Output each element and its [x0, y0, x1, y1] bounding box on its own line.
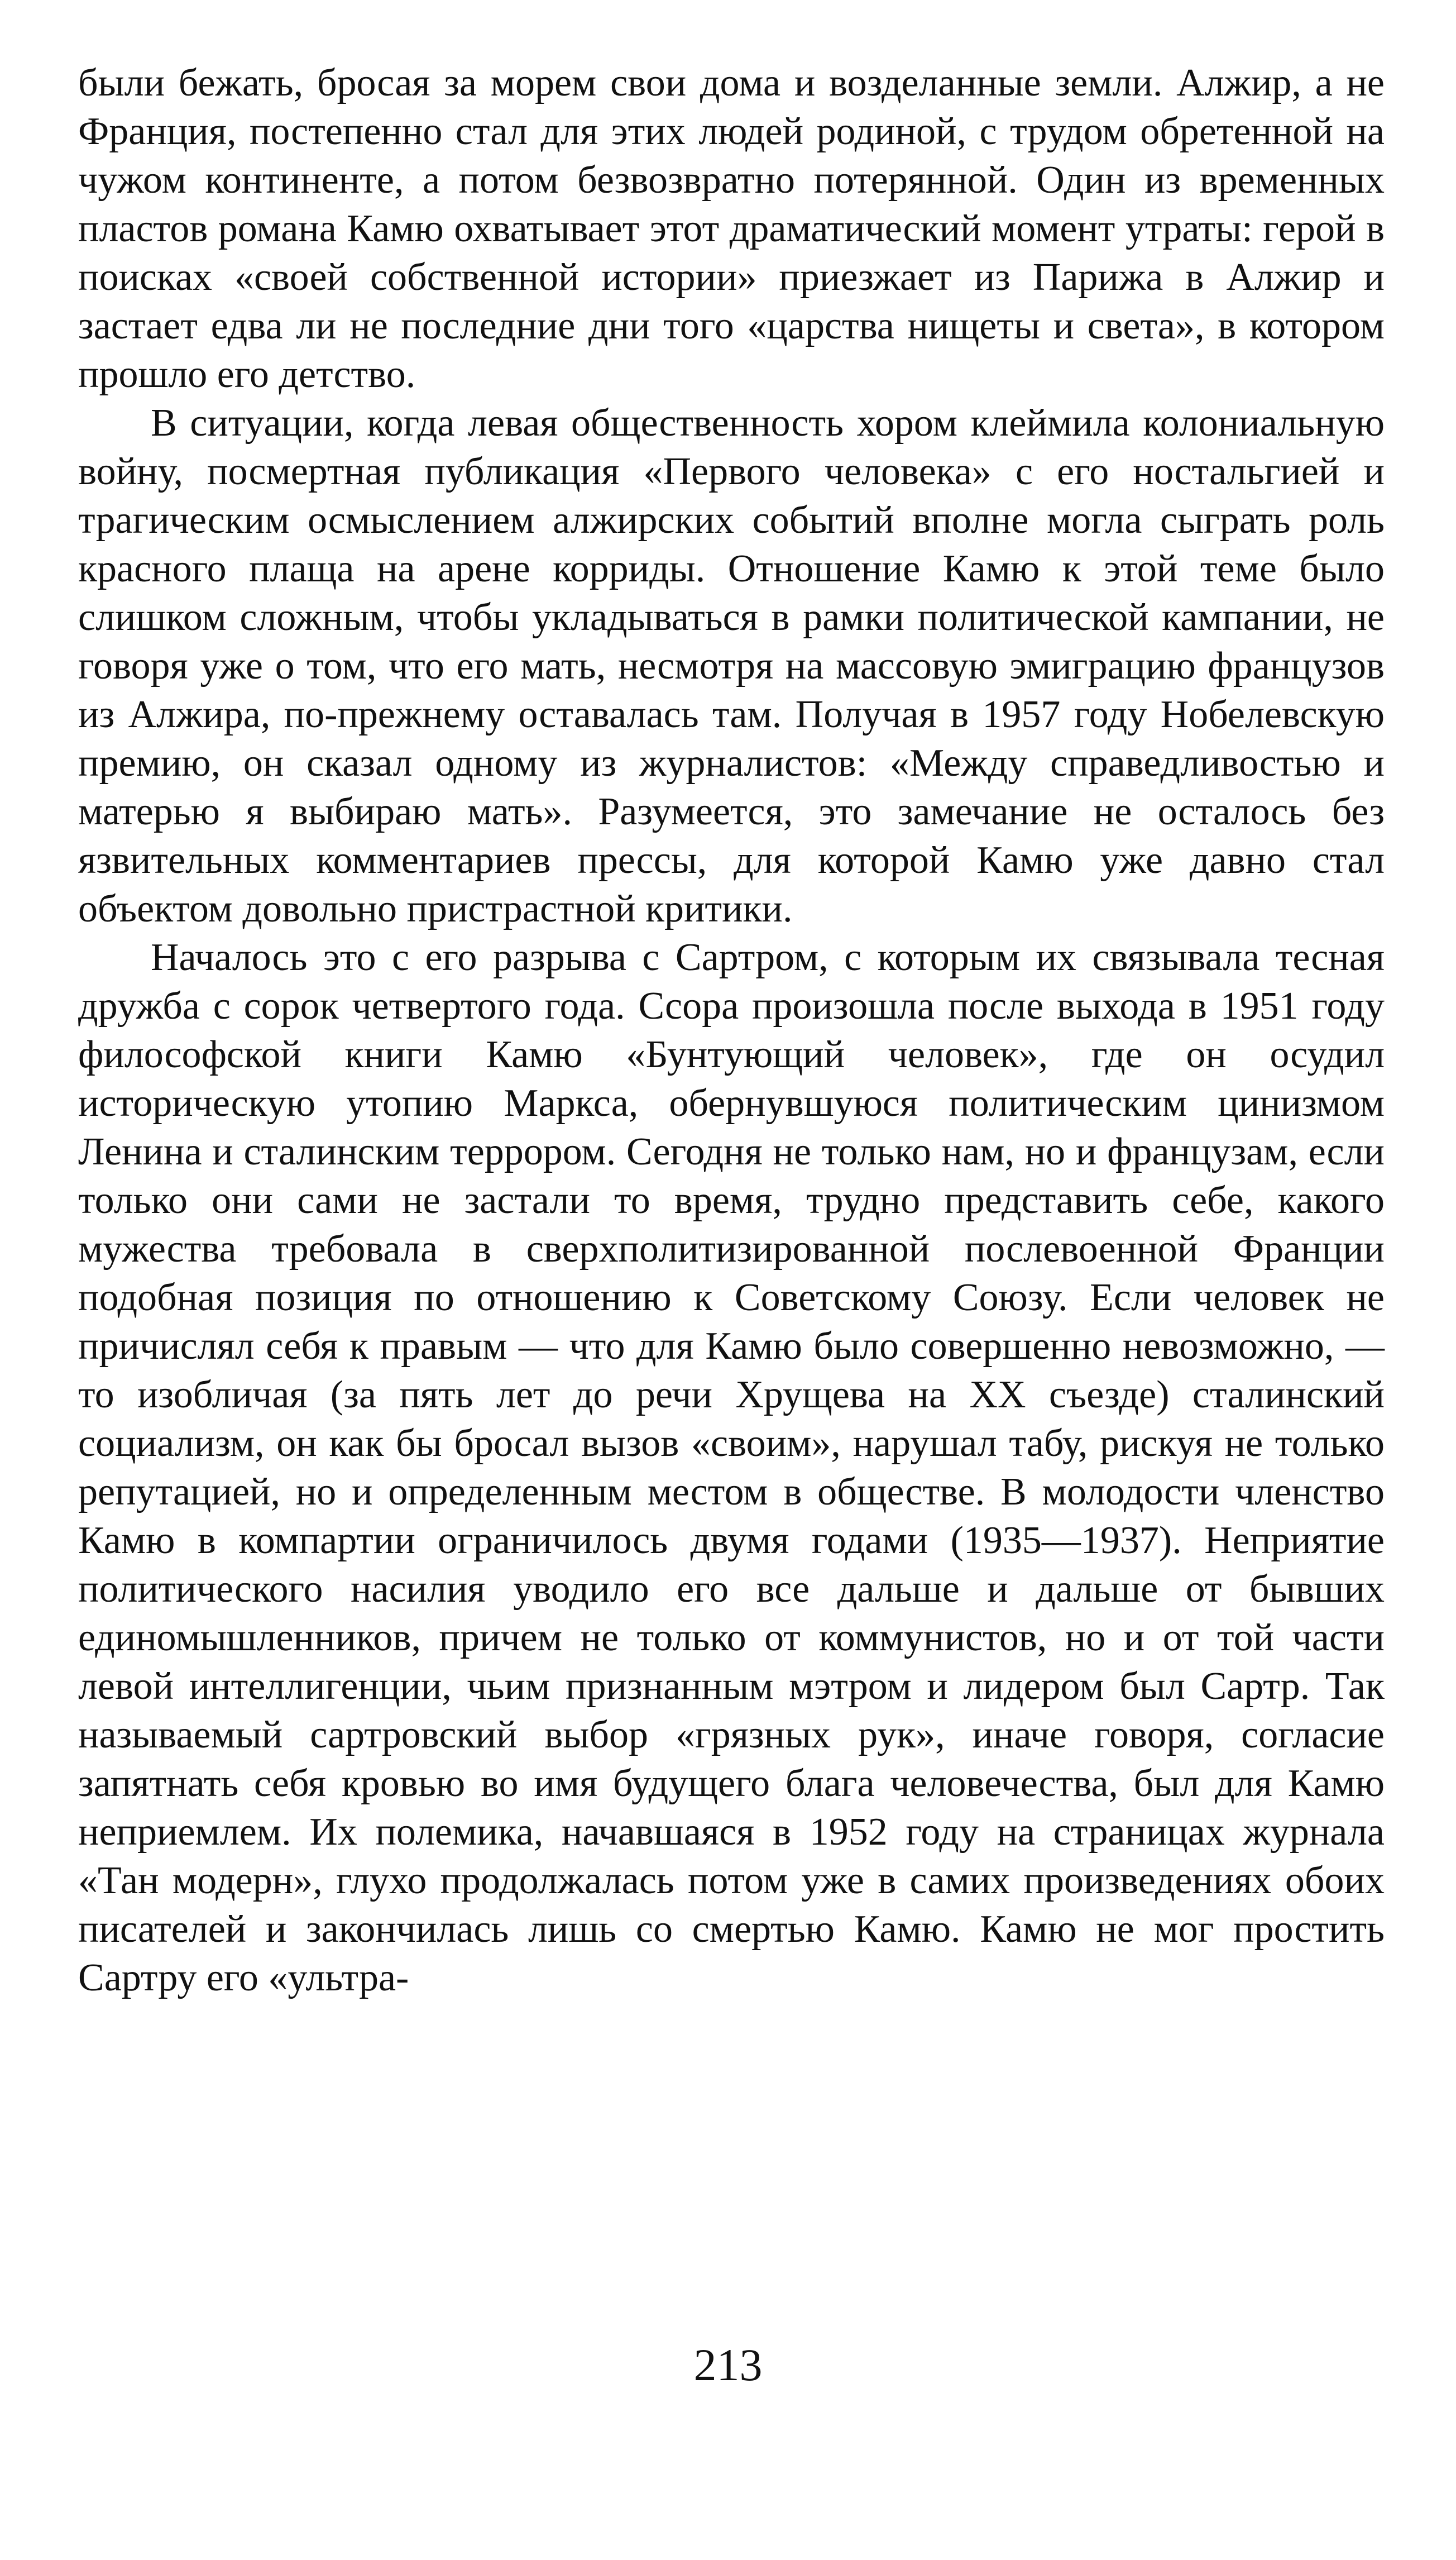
page-number: 213: [693, 2339, 763, 2390]
paragraph-first-man-publication: В ситуации, когда левая общественность хором клеймила колониальную войну, посмертная публикация «Первого человека» с его ностальгией и трагическим осмыслением алжирских событий вполне могла сыграть роль красного плаща на арене корриды. Отношение Камю к этой теме было слишком сложным, чтобы укладываться в рамки политической кампании, не говоря уже о том, что его мать, несмотря на массовую эмиграцию французов из Алжира, по-прежнему оставалась там. Получая в 1957 году Нобелевскую премию, он сказал одному из журналистов: «Между справедливостью и матерью я выбираю мать». Разумеется, это замечание не осталось без язвительных комментариев прессы, для которой Камю уже давно стал объектом довольно пристрастной критики.: [78, 402, 1385, 930]
body-text: [78, 59, 1385, 2002]
paragraph-sartre-break: Началось это с его разрыва с Сартром, с которым их связывала тесная дружба с сорок четвертого года. Ссора произошла после выхода в 1951 году философской книги Камю «Бунтующий человек», где он осудил историческую утопию Маркса, обернувшуюся политическим цинизмом Ленина и сталинским террором. Сегодня не только нам, но и французам, если только они сами не застали то время, трудно представить себе, какого мужества требовала в сверхполитизированной послевоенной Франции подобная позиция по отношению к Советскому Союзу. Если человек не причислял себя к правым — что для Камю было совершенно невозможно, — то изобличая (за пять лет до речи Хрущева на XX съезде) сталинский социализм, он как бы бросал вызов «своим», нарушал табу, рискуя не только репутацией, но и определенным местом в обществе. В молодости членство Камю в компартии ограничилось двумя годами (1935—1937). Неприятие политического насилия уводило его все дальше и дальше от бывших единомышленников, причем не только от коммунистов, но и от той части левой интеллигенции, чьим признанным мэтром и лидером был Сартр. Так называемый сартровский выбор «грязных рук», иначе говоря, согласие запятнать себя кровью во имя будущего блага человечества, был для Камю неприемлем. Их полемика, начавшаяся в 1952 году на страницах журнала «Тан модерн», глухо продолжалась потом уже в самих произведениях обоих писателей и закончилась лишь со смертью Камю. Камю не мог простить Сартру его «ультра-: [78, 936, 1385, 1999]
paragraph-continuation: были бежать, бросая за морем свои дома и возделанные земли. Алжир, а не Франция, постепенно стал для этих людей родиной, с трудом обретенной на чужом континенте, а потом безвозвратно потерянной. Один из временных пластов романа Камю охватывает этот драматический момент утраты: герой в поисках «своей собственной истории» приезжает из Парижа в Алжир и застает едва ли не последние дни того «царства нищеты и света», в котором прошло его детство.: [78, 61, 1385, 396]
